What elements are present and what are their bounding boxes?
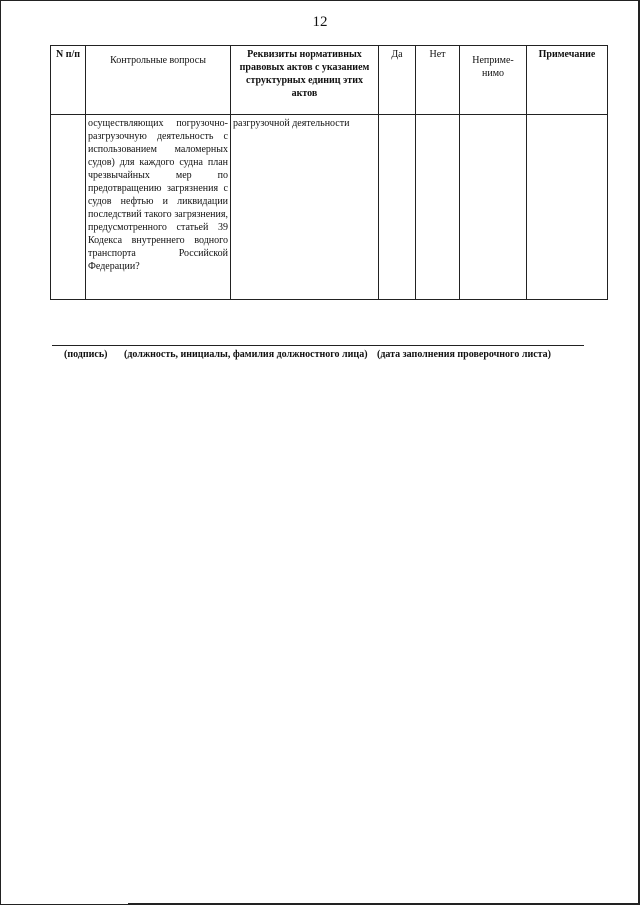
row-not-applicable-cell[interactable] bbox=[460, 115, 527, 300]
header-yes: Да bbox=[379, 46, 416, 115]
header-requisites: Реквизиты нормативных правовых актов с указанием структурных единиц этих актов bbox=[231, 46, 379, 115]
header-number: N п/п bbox=[51, 46, 86, 115]
row-note-cell[interactable] bbox=[527, 115, 608, 300]
table-row bbox=[51, 115, 608, 300]
date-label: (дата заполнения проверочного листа) bbox=[377, 349, 552, 360]
header-questions: Контрольные вопросы bbox=[86, 46, 231, 115]
header-note: Примечание bbox=[527, 46, 608, 115]
signature-label: (подпись) bbox=[64, 349, 108, 360]
row-yes-cell[interactable] bbox=[379, 115, 416, 300]
table-header-row bbox=[51, 46, 608, 115]
row-question-cell: осуществляющих погрузочно-разгрузочную деятельность с использованием маломерных судов) для каждого судна план чрезвычайных мер по предотвращению загрязнения с судов нефтью и ликвидации последствий такого загрязнения, предусмотренного статьей 39 Кодекса внутреннего водного транспорта Российской Федерации? bbox=[86, 115, 231, 300]
page-number: 12 bbox=[312, 14, 328, 30]
signature-line bbox=[52, 345, 584, 346]
row-requisites-cell: разгрузочной деятельности bbox=[231, 115, 379, 300]
header-not-applicable: Неприме-нимо bbox=[460, 46, 527, 115]
row-number-cell bbox=[51, 115, 86, 300]
row-no-cell[interactable] bbox=[416, 115, 460, 300]
header-no: Нет bbox=[416, 46, 460, 115]
position-label: (должность, инициалы, фамилия должностного лица) bbox=[124, 349, 368, 360]
checklist-table bbox=[50, 45, 608, 300]
